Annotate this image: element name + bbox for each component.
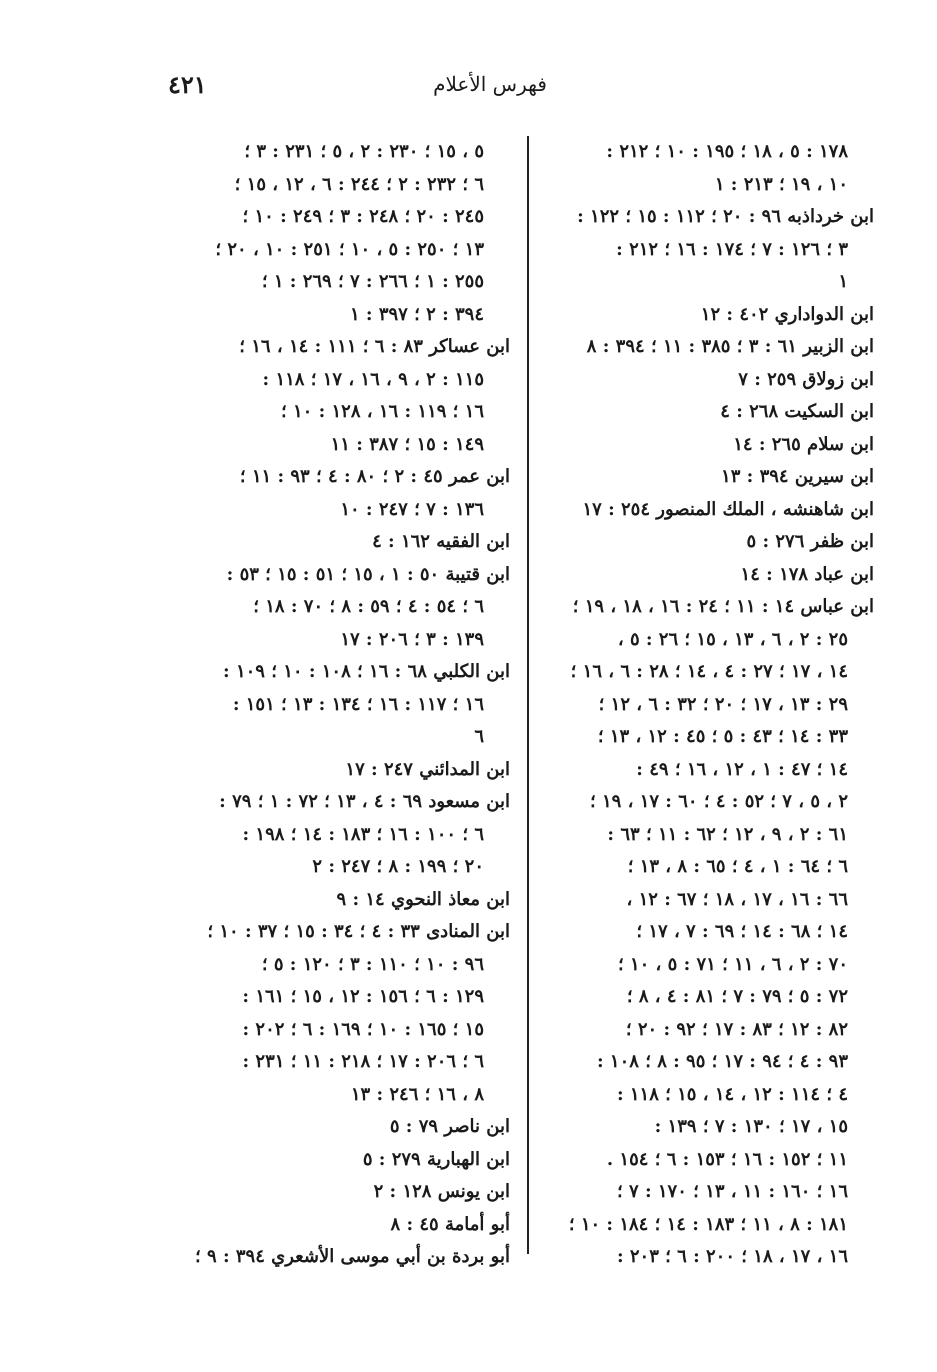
index-entry: أبو أمامة ٤٥ : ٨ [390, 1213, 510, 1235]
index-entry-continuation: ٣٣ : ١٤ ؛ ٤٣ : ٥ ؛ ٤٥ : ١٢ ، ١٣ ؛ [597, 726, 848, 747]
index-entry-continuation: ٣ ؛ ١٢٦ : ٧ ؛ ١٧٤ : ١٦ ؛ ٢١٢ : [616, 238, 848, 260]
index-entry: ابن المنادى ٣٣ : ٤ ؛ ٣٤ : ١٥ ؛ ٣٧ : ١٠ ؛ [207, 921, 510, 942]
index-entry-continuation: ١٢٩ : ٦ ؛ ١٥٦ : ١٢ ، ١٥ ؛ ١٦١ : [242, 986, 484, 1007]
index-entry-continuation: ٦ ؛ ٢٣٢ : ٢ ؛ ٢٤٤ : ٦ ، ١٢ ، ١٥ ؛ [234, 173, 484, 195]
index-entry: ابن مسعود ٦٩ : ٤ ، ١٣ ؛ ٧٢ : ١ ؛ ٧٩ : [219, 791, 510, 812]
page-number: ٤٢١ [168, 70, 207, 99]
index-entry-continuation: ٢٠ ؛ ١٩٩ : ٨ ؛ ٢٤٧ : ٢ [312, 856, 484, 877]
index-entry-continuation: ١٨١ : ٨ ، ١١ ؛ ١٨٣ : ١٤ ؛ ١٨٤ : ١٠ ؛ [568, 1213, 848, 1235]
index-entry-continuation: ٢٩ : ١٣ ، ١٧ ؛ ٢٠ ؛ ٣٢ : ٦ ، ١٢ ؛ [598, 693, 848, 715]
index-entry: ابن عباس ١٤ : ١١ ؛ ٢٤ : ١٦ ، ١٨ ، ١٩ ؛ [572, 596, 874, 617]
index-entry: ابن يونس ١٢٨ : ٢ [373, 1181, 510, 1202]
index-entry-continuation: ١٦ ؛ ١١٧ : ١٦ ؛ ١٣٤ : ١٣ ؛ ١٥١ : [232, 693, 484, 715]
index-entry-continuation: ١٣٦ : ٧ ؛ ٢٤٧ : ١٠ [340, 498, 484, 520]
index-entry: ابن ظفر ٢٧٦ : ٥ [746, 531, 874, 552]
index-entry-continuation: ٣٩٤ : ٢ ؛ ٣٩٧ : ١ [349, 303, 484, 325]
index-entry: ابن سلام ٢٦٥ : ١٤ [733, 433, 874, 455]
index-entry-continuation: ٨ ، ١٦ ؛ ٢٤٦ : ١٣ [350, 1083, 484, 1105]
index-entry: ابن سيرين ٣٩٤ : ١٣ [721, 466, 874, 487]
index-entry-continuation: ٨٢ : ١٢ ؛ ٨٣ : ١٧ ؛ ٩٢ : ٢٠ ؛ [625, 1018, 848, 1040]
index-entry-continuation: ١٤ ؛ ٤٧ : ١ ، ١٢ ، ١٦ ؛ ٤٩ : [636, 758, 848, 780]
index-entry: ابن ناصر ٧٩ : ٥ [389, 1116, 510, 1137]
index-entry-continuation: ١٦ ؛ ١١٩ : ١٦ ، ١٢٨ : ١٠ ؛ [280, 401, 484, 422]
index-entry-continuation: ١٤٩ : ١٥ ؛ ٣٨٧ : ١١ [330, 433, 484, 455]
index-entry-continuation: ١٣ ؛ ٢٥٠ : ٥ ، ١٠ ؛ ٢٥١ : ١٠ ، ٢٠ ؛ [215, 238, 484, 260]
index-entry-continuation: ١٧٨ : ٥ ، ١٨ ؛ ١٩٥ : ١٠ ؛ ٢١٢ : [606, 141, 848, 162]
index-entry-continuation: ١٠ ، ١٩ ؛ ٢١٣ : ١ [714, 173, 848, 195]
index-entry-continuation: ٦٦ : ١٦ ، ١٧ ، ١٨ ؛ ٦٧ : ١٢ ، [626, 888, 848, 910]
index-column-left [140, 136, 510, 1274]
column-divider [527, 136, 529, 1254]
index-entry: أبو بردة بن أبي موسى الأشعري ٣٩٤ : ٩ ؛ [195, 1246, 510, 1267]
index-entry-continuation: ١٣٩ : ٣ ؛ ٢٠٦ : ١٧ [340, 628, 484, 650]
index-entry-continuation: ١٤ ، ١٧ ؛ ٢٧ : ٤ ، ١٤ ؛ ٢٨ : ٦ ، ١٦ ؛ [570, 661, 848, 682]
index-entry-continuation: ١٦ ؛ ١٦٠ : ١١ ، ١٣ ؛ ١٧٠ : ٧ ؛ [617, 1181, 848, 1202]
index-entry: ابن عساكر ٨٣ : ٦ ؛ ١١١ : ١٤ ، ١٦ ؛ [239, 336, 510, 357]
index-entry-continuation: ٦ [474, 726, 484, 747]
index-entry: ابن الزبير ٦١ : ٣ ؛ ٣٨٥ : ١١ ؛ ٣٩٤ : ٨ [586, 336, 874, 357]
index-entry-continuation: ٤ ؛ ١١٤ : ١٢ ، ١٤ ، ١٥ ؛ ١١٨ : [616, 1083, 848, 1105]
index-entry-continuation: ١١ ؛ ١٥٢ : ١٦ ؛ ١٥٣ : ٦ ؛ ١٥٤ . [606, 1148, 848, 1170]
index-entry: ابن المدائني ٢٤٧ : ١٧ [345, 758, 510, 780]
index-entry: ابن عباد ١٧٨ : ١٤ [740, 563, 874, 585]
index-entry-continuation: ٦١ : ٢ ، ٩ ، ١٢ ؛ ٦٢ : ١١ ؛ ٦٣ : [607, 823, 848, 845]
index-entry-continuation: ٩٣ : ٤ ؛ ٩٤ : ١٧ ؛ ٩٥ : ٨ ؛ ١٠٨ : [596, 1051, 848, 1072]
index-entry-continuation: ٧٢ : ٥ ؛ ٧٩ : ٧ ؛ ٨١ : ٤ ، ٨ ؛ [626, 986, 848, 1007]
index-entry-continuation: ١١٥ : ٢ ، ٩ ، ١٦ ، ١٧ ؛ ١١٨ : [262, 368, 484, 390]
index-entry-continuation: ١٦ ، ١٧ ، ١٨ ؛ ٢٠٠ : ٦ ؛ ٢٠٣ : [616, 1246, 848, 1267]
index-entry-continuation: ٧٠ : ٢ ، ٦ ، ١١ ؛ ٧١ : ٥ ، ١٠ ؛ [617, 953, 848, 975]
index-entry: ابن خرداذبه ٩٦ : ٢٠ ؛ ١١٢ : ١٥ ؛ ١٢٢ : [577, 206, 874, 227]
index-entry-continuation: ٢٥٥ : ١ ؛ ٢٦٦ : ٧ ؛ ٢٦٩ : ١ ؛ [261, 271, 484, 292]
index-entry-continuation: ٦ ؛ ١٠٠ : ١٦ ؛ ١٨٣ : ١٤ ؛ ١٩٨ : [242, 823, 484, 845]
index-entry-continuation: ٢٤٥ : ٢٠ ؛ ٢٤٨ : ٣ ؛ ٢٤٩ : ١٠ ؛ [242, 206, 484, 227]
index-entry-continuation: ٩٦ : ١٠ ؛ ١١٠ : ٣ ؛ ١٢٠ : ٥ ؛ [261, 953, 484, 975]
index-entry: ابن الفقيه ١٦٢ : ٤ [372, 531, 510, 552]
index-entry: ابن معاذ النحوي ١٤ : ٩ [336, 888, 510, 910]
index-entry: ابن شاهنشه ، الملك المنصور ٢٥٤ : ١٧ [582, 498, 874, 520]
index-entry: ابن عمر ٤٥ : ٢ ؛ ٨٠ : ٤ ؛ ٩٣ : ١١ ؛ [239, 466, 510, 487]
index-entry-continuation: ١ [838, 271, 848, 292]
index-entry: ابن الدواداري ٤٠٢ : ١٢ [700, 303, 874, 325]
page-title: فهرس الأعلام [433, 72, 547, 96]
index-entry-continuation: ٦ ؛ ٥٤ : ٤ ؛ ٥٩ : ٨ ؛ ٧٠ : ١٨ ؛ [253, 596, 484, 617]
index-entry-continuation: ١٥ ؛ ١٦٥ : ١٠ ؛ ١٦٩ : ٦ ؛ ٢٠٢ : [242, 1018, 484, 1040]
index-entry: ابن قتيبة ٥٠ : ١ ، ١٥ ؛ ٥١ : ١٥ ؛ ٥٣ : [226, 563, 510, 585]
index-entry: ابن الهبارية ٢٧٩ : ٥ [362, 1148, 510, 1170]
index-entry-continuation: ١٥ ، ١٧ ؛ ١٣٠ : ٧ ؛ ١٣٩ : [654, 1116, 848, 1137]
index-entry-continuation: ٢ ، ٥ ، ٧ ؛ ٥٢ : ٤ ؛ ٦٠ : ١٧ ، ١٩ ؛ [590, 791, 848, 812]
index-column-right [522, 136, 874, 1274]
index-entry-continuation: ٢٥ : ٢ ، ٦ ، ١٣ ، ١٥ ؛ ٢٦ : ٥ ، [617, 628, 848, 650]
index-entry-continuation: ٦ ؛ ٦٤ : ١ ، ٤ ؛ ٦٥ : ٨ ، ١٣ ؛ [627, 856, 848, 877]
index-entry-continuation: ٦ ؛ ٢٠٦ : ١٧ ؛ ٢١٨ : ١١ ؛ ٢٣١ : [242, 1051, 484, 1072]
index-entry-continuation: ١٤ ؛ ٦٨ : ١٤ ؛ ٦٩ : ٧ ، ١٧ ؛ [636, 921, 848, 942]
index-entry-continuation: ٥ ، ١٥ ؛ ٢٣٠ : ٢ ، ٥ ؛ ٢٣١ : ٣ ؛ [244, 141, 484, 162]
index-entry: ابن الكلبي ٦٨ : ١٦ ؛ ١٠٨ : ١٠ ؛ ١٠٩ : [223, 661, 510, 682]
index-entry: ابن زولاق ٢٥٩ : ٧ [738, 368, 874, 390]
page-header [0, 70, 937, 110]
index-entry: ابن السكيت ٢٦٨ : ٤ [720, 401, 874, 422]
